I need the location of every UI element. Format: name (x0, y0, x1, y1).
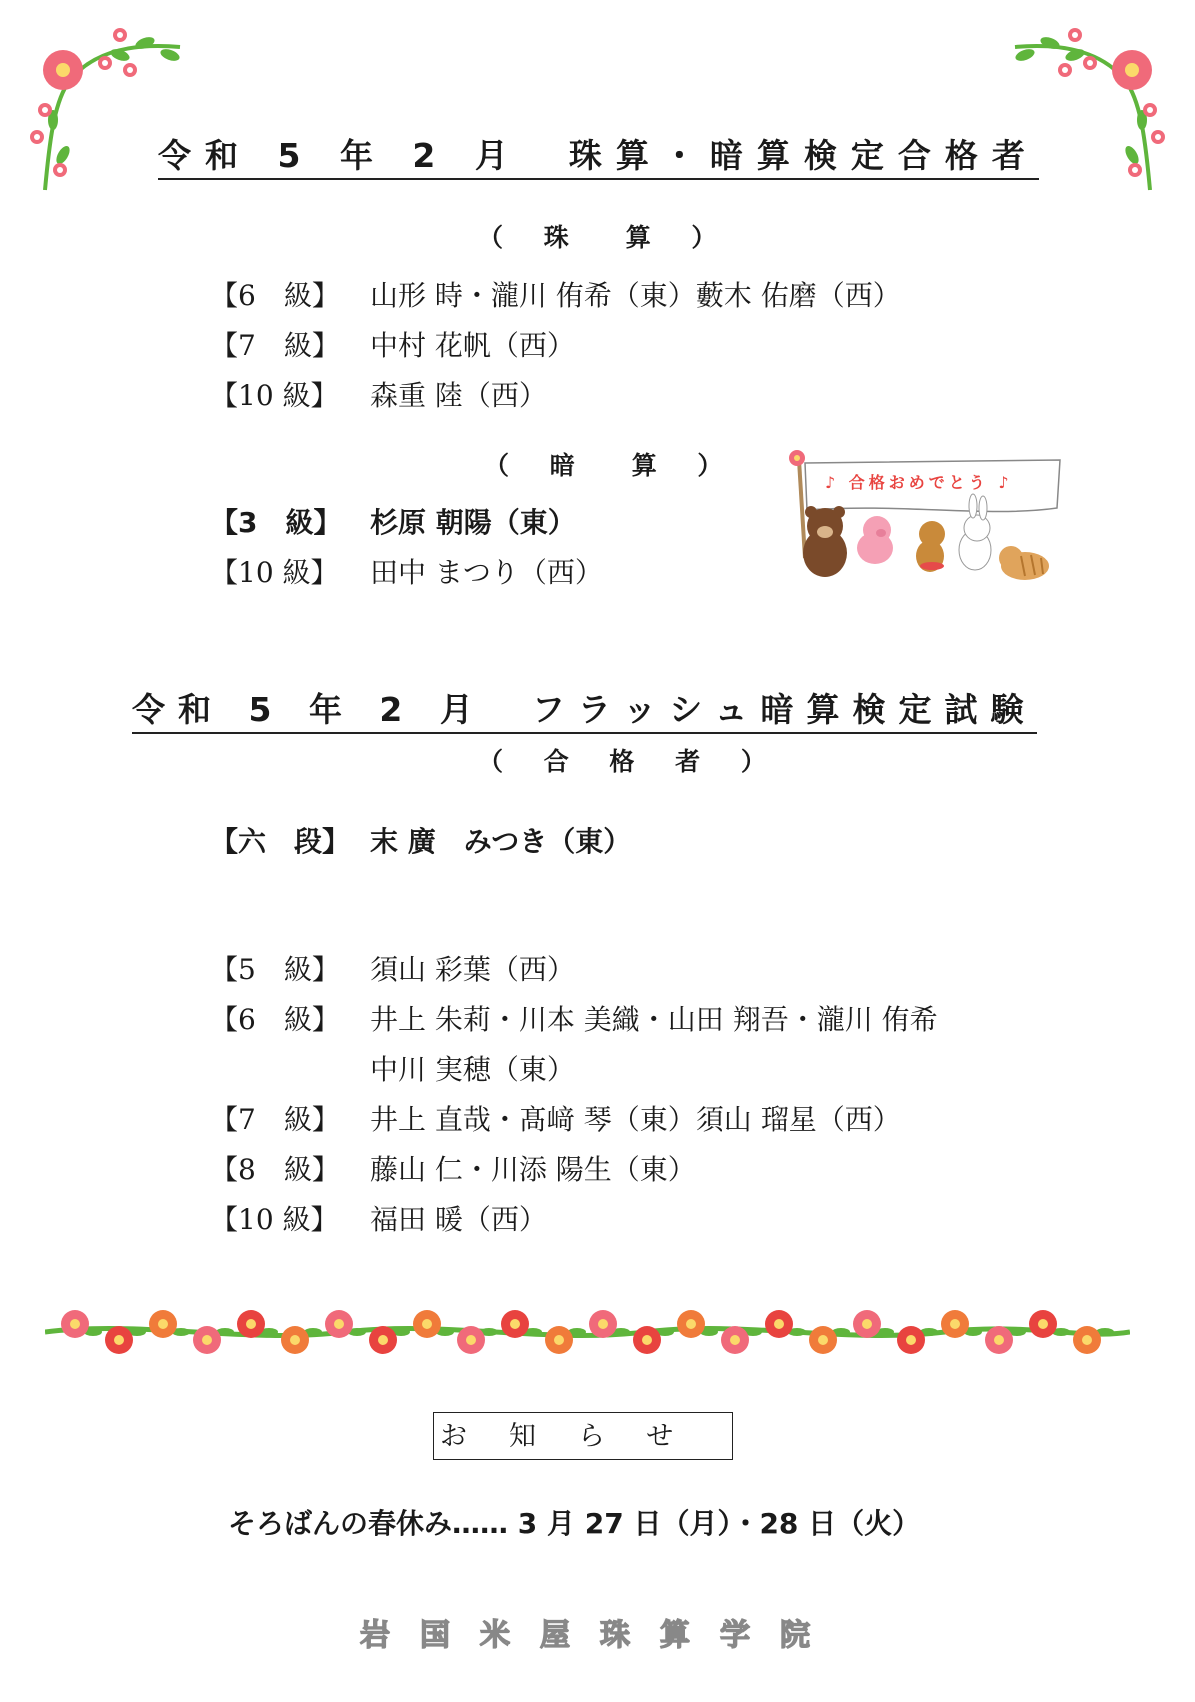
notice-text: そろばんの春休み…… 3 月 27 日（月）・28 日（火） (228, 1507, 921, 1540)
passer-names: 森重 陸（西） (370, 379, 547, 412)
passer-names: 藤山 仁・川添 陽生（東） (370, 1153, 696, 1186)
grade-label: 【10 級】 (210, 556, 339, 589)
flash-passers-header: （ 合 格 者 ） (478, 747, 782, 776)
grade-label: 【3 級】 (210, 506, 342, 539)
result-row (210, 1000, 938, 1040)
result-row (210, 822, 631, 862)
result-row (210, 1150, 696, 1190)
passer-names: 井上 朱莉・川本 美織・山田 翔吾・瀧川 侑希 (370, 1003, 938, 1036)
result-row (210, 503, 576, 543)
result-row (210, 326, 575, 366)
passer-names: 中村 花帆（西） (370, 329, 575, 362)
school-name: 岩国米屋珠算学院 (360, 1618, 840, 1653)
grade-label: 【8 級】 (210, 1153, 340, 1186)
result-row (210, 1100, 901, 1140)
result-row (210, 1200, 547, 1240)
grade-label: 【10 級】 (210, 379, 339, 412)
grade-label: 【6 級】 (210, 279, 340, 312)
grade-label: 【7 級】 (210, 329, 340, 362)
result-row (210, 553, 603, 593)
grade-label: 【10 級】 (210, 1203, 339, 1236)
passer-names: 杉原 朝陽（東） (370, 506, 576, 539)
result-row (210, 1050, 575, 1090)
flash-exam-title: 令和 5 年 2 月 フラッシュ暗算検定試験 (132, 690, 1037, 734)
flower-garland-divider (45, 1300, 1130, 1362)
passer-names: 末 廣 みつき（東） (370, 825, 632, 858)
celebration-banner-text: ♪ 合格おめでとう ♪ (825, 473, 1013, 492)
passer-names: 山形 時・瀧川 侑希（東）藪木 佑磨（西） (370, 279, 901, 312)
grade-label: 【7 級】 (210, 1103, 340, 1136)
result-row (210, 950, 575, 990)
passer-names: 中川 実穂（東） (370, 1053, 575, 1086)
animals-parade-icon (785, 448, 1065, 588)
passer-names: 井上 直哉・髙﨑 琴（東）須山 瑠星（西） (370, 1103, 901, 1136)
passer-names: 福田 暖（西） (370, 1203, 547, 1236)
result-row (210, 276, 901, 316)
grade-label: 【5 級】 (210, 953, 340, 986)
abacus-section-header: （ 珠 算 ） (478, 223, 733, 252)
soroban-exam-title: 令和 5 年 2 月 珠算・暗算検定合格者 (158, 136, 1039, 180)
grade-label: 【6 級】 (210, 1003, 340, 1036)
grade-label: 【六 段】 (210, 825, 351, 858)
celebration-illustration (785, 448, 1065, 588)
passer-names: 田中 まつり（西） (370, 556, 603, 589)
notice-heading: お知らせ (433, 1412, 733, 1460)
mental-section-header: （ 暗 算 ） (484, 451, 739, 480)
passer-names: 須山 彩葉（西） (370, 953, 575, 986)
result-row (210, 376, 547, 416)
